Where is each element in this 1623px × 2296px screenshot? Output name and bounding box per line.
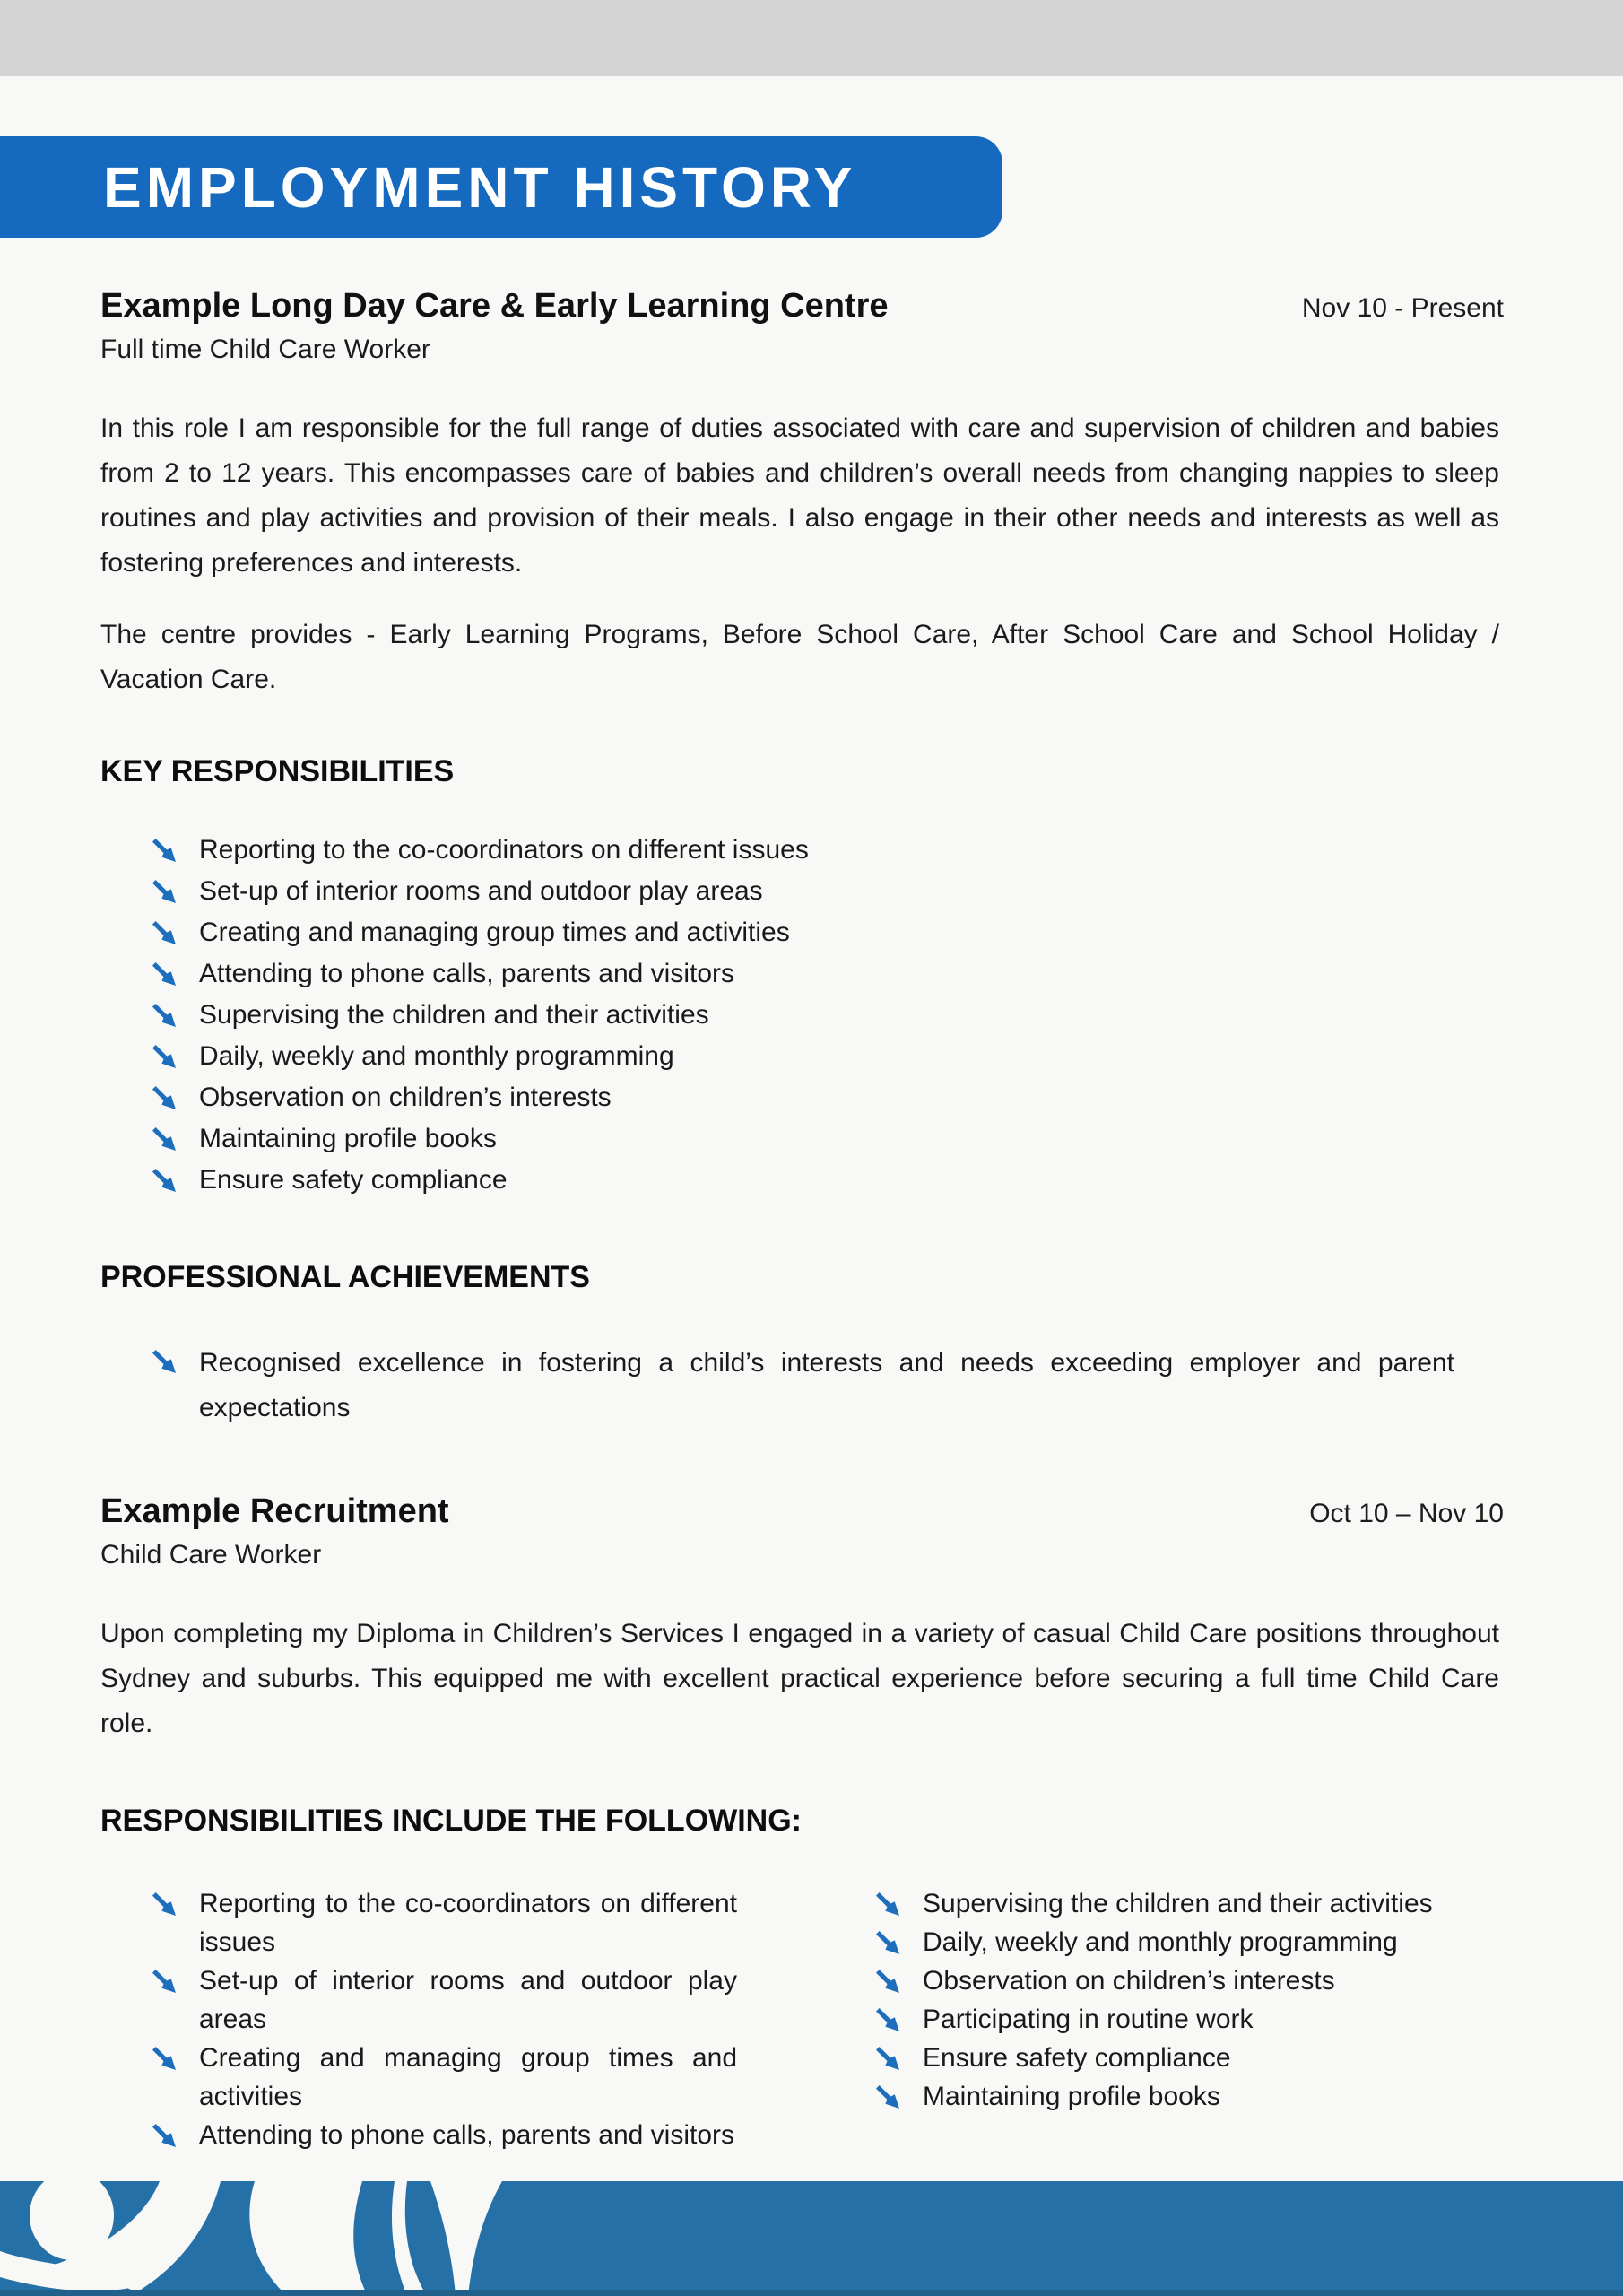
list-item — [876, 1884, 1443, 1923]
se-arrow-icon — [876, 2008, 899, 2031]
se-arrow-icon — [876, 1892, 899, 1916]
list-item — [876, 1961, 1443, 2000]
job-subtitle: Full time Child Care Worker — [100, 335, 430, 364]
list-item — [876, 2039, 1443, 2077]
bullet-text: Attending to phone calls, parents and visitors — [199, 959, 735, 988]
se-arrow-icon — [152, 2124, 176, 2147]
se-arrow-icon — [876, 1931, 899, 1954]
list-item — [152, 1118, 1553, 1160]
bullet-text: Supervising the children and their activities — [923, 1889, 1433, 1918]
job-dates: Oct 10 – Nov 10 — [1309, 1499, 1504, 1528]
se-arrow-icon — [152, 880, 176, 903]
list-item — [152, 830, 1553, 871]
se-arrow-icon — [876, 2047, 899, 2070]
footer-logo-graphic — [0, 2181, 1623, 2296]
bullet-text: Daily, weekly and monthly programming — [199, 1041, 674, 1071]
list-item — [152, 2116, 737, 2154]
list-item — [152, 1341, 1553, 1431]
job-entry-2 — [100, 1490, 1553, 2154]
bullet-text: Daily, weekly and monthly programming — [923, 1927, 1398, 1957]
se-arrow-icon — [152, 1892, 176, 1916]
job-header — [100, 1490, 1553, 1533]
se-arrow-icon — [152, 2047, 176, 2070]
job-description-paragraph: Upon completing my Diploma in Children’s Services I engaged in a variety of casual Child Care positions throughout Sydney and suburbs. This equipped me with excellent practical experience before securing a full time Child Care role. — [100, 1619, 1499, 1738]
bullet-text: Maintaining profile books — [923, 2082, 1220, 2111]
bullet-text: Set-up of interior rooms and outdoor play areas — [199, 876, 763, 906]
bullet-text: Set-up of interior rooms and outdoor play areas — [199, 1966, 737, 2034]
section-banner — [0, 136, 1002, 238]
job-header — [100, 284, 1553, 327]
top-gray-bar — [0, 0, 1623, 76]
bullet-text: Ensure safety compliance — [199, 1165, 508, 1195]
bullet-text: Reporting to the co-coordinators on different issues — [199, 1889, 737, 1957]
list-item — [152, 1036, 1553, 1077]
se-arrow-icon — [152, 1045, 176, 1068]
bullet-text: Observation on children’s interests — [923, 1966, 1335, 1996]
responsibilities-heading: RESPONSIBILITIES INCLUDE THE FOLLOWING: — [100, 1804, 802, 1838]
bullet-text: Creating and managing group times and activities — [199, 2043, 737, 2111]
se-arrow-icon — [152, 921, 176, 944]
list-item — [152, 2039, 737, 2116]
footer-logo-band — [0, 2181, 1623, 2296]
se-arrow-icon — [152, 839, 176, 862]
responsibilities-left-column — [152, 1884, 737, 2154]
key-responsibilities-heading: KEY RESPONSIBILITIES — [100, 754, 455, 788]
se-arrow-icon — [152, 1127, 176, 1151]
bullet-text: Observation on children’s interests — [199, 1083, 612, 1112]
responsibilities-right-column — [876, 1884, 1443, 2154]
se-arrow-icon — [152, 1169, 176, 1192]
list-item — [152, 1961, 737, 2039]
list-item — [152, 1160, 1553, 1201]
list-item — [876, 2000, 1443, 2039]
key-responsibilities-list — [100, 830, 1553, 1201]
bullet-text: Attending to phone calls, parents and visitors — [199, 2120, 735, 2150]
job-description-paragraph: The centre provides - Early Learning Programs, Before School Care, After School Care and School Holiday / Vacation Care. — [100, 620, 1499, 694]
bullet-text: Participating in routine work — [923, 2005, 1254, 2034]
job-title: Example Long Day Care & Early Learning Centre — [100, 287, 889, 325]
responsibilities-columns — [100, 1884, 1553, 2154]
list-item — [152, 912, 1553, 953]
job-title: Example Recruitment — [100, 1492, 449, 1530]
se-arrow-icon — [152, 1004, 176, 1027]
se-arrow-icon — [152, 962, 176, 986]
list-item — [152, 1884, 737, 1961]
se-arrow-icon — [152, 1970, 176, 1993]
document-body — [0, 238, 1623, 2154]
job-subtitle: Child Care Worker — [100, 1540, 322, 1570]
page-title: EMPLOYMENT HISTORY — [103, 154, 857, 220]
list-item — [152, 1077, 1553, 1118]
list-item — [876, 1923, 1443, 1961]
se-arrow-icon — [876, 2085, 899, 2109]
se-arrow-icon — [876, 1970, 899, 1993]
bullet-text: Recognised excellence in fostering a child’s interests and needs exceeding employer and parent expectations — [199, 1348, 1454, 1422]
list-item — [152, 953, 1553, 995]
job-entry-1 — [100, 284, 1553, 1431]
bullet-text: Creating and managing group times and activities — [199, 918, 790, 947]
list-item — [876, 2077, 1443, 2116]
list-item — [152, 995, 1553, 1036]
bullet-text: Supervising the children and their activities — [199, 1000, 709, 1030]
bullet-text: Maintaining profile books — [199, 1124, 497, 1153]
list-item — [152, 871, 1553, 912]
job-description-paragraph: In this role I am responsible for the full range of duties associated with care and supervision of children and babies from 2 to 12 years. This encompasses care of babies and children’s overall needs from changing nappies to sleep routines and play activities and provision of their meals. I also engage in their other needs and interests as well as fostering preferences and interests. — [100, 413, 1499, 578]
bullet-text: Reporting to the co-coordinators on different issues — [199, 835, 809, 865]
achievements-list — [100, 1341, 1553, 1431]
se-arrow-icon — [152, 1350, 176, 1373]
se-arrow-icon — [152, 1086, 176, 1109]
achievements-heading: PROFESSIONAL ACHIEVEMENTS — [100, 1260, 590, 1294]
job-dates: Nov 10 - Present — [1301, 293, 1504, 323]
bullet-text: Ensure safety compliance — [923, 2043, 1231, 2073]
